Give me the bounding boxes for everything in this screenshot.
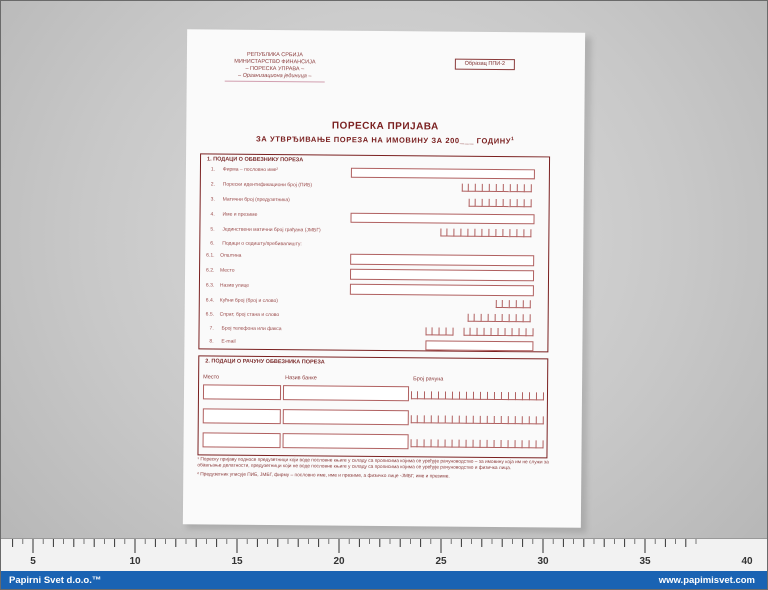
apartment-cells[interactable] xyxy=(468,314,531,323)
ruler-label: 15 xyxy=(231,556,243,567)
row-label: Порески идентификациони број (ПИБ) xyxy=(222,181,313,189)
jmbg-cells[interactable] xyxy=(440,228,531,237)
header-divider xyxy=(225,81,325,83)
footnote-1: ¹ Пореску пријаву подносе предузетници који воде пословне књиге у складу са прописима којима се уређује рачуноводство – за имовину која им не служи за обављање делатности, предузетници који не воде пословне књиге у складу са прописима којима се уређује рачуноводство и физичка лица. xyxy=(197,457,549,472)
subtitle-footnote-mark: 1 xyxy=(511,136,515,143)
republic-label: РЕПУБЛИКА СРБИЈА xyxy=(246,51,303,59)
row-house-number xyxy=(200,297,548,310)
phone-number-cells[interactable] xyxy=(464,328,534,337)
row-number: 6.1. xyxy=(206,252,215,259)
account-number-cells[interactable] xyxy=(411,391,544,400)
row-residence-header xyxy=(200,240,548,253)
row-label: Општина xyxy=(220,252,242,259)
ministry-label: МИНИСТАРСТВО ФИНАНСИЈА xyxy=(234,58,316,66)
row-label: Фирма – пословно име² xyxy=(222,166,279,174)
phone-prefix-cells[interactable] xyxy=(426,327,454,335)
bank-name-field[interactable] xyxy=(283,409,409,425)
place-column-header: Место xyxy=(203,374,220,381)
brand-name: Papirni Svet d.o.o.™ xyxy=(9,575,102,586)
row-pib xyxy=(201,181,549,194)
footnote-2: ² Предузетник уписује ПИБ, ЈМБГ, фирму – пословно име, име и презиме, а физичко лице -ЈМБГ, име и презиме. xyxy=(197,472,450,480)
row-label: Место xyxy=(220,267,235,274)
row-label: Назив улице xyxy=(219,282,250,289)
row-jmbg xyxy=(200,226,548,239)
row-number: 2. xyxy=(210,181,216,188)
row-company-name xyxy=(201,166,549,179)
row-number: 6.2. xyxy=(206,267,215,274)
row-number: 6.5. xyxy=(205,311,215,318)
bank-column-header: Назив банке xyxy=(285,375,317,382)
row-label: Спрат, број стана и слово xyxy=(219,311,280,319)
row-label: Подаци о седишту/пребивалишту: xyxy=(222,240,302,248)
account-column-header: Број рачуна xyxy=(413,376,444,383)
row-street xyxy=(200,282,548,295)
row-number: 1. xyxy=(210,166,216,173)
full-name-field[interactable] xyxy=(350,213,534,225)
place-field[interactable] xyxy=(203,384,281,400)
row-registry-number xyxy=(201,196,549,209)
ruler-label: 20 xyxy=(333,556,345,567)
row-number: 3. xyxy=(210,196,215,203)
row-number: 4. xyxy=(210,211,215,218)
account-number-cells[interactable] xyxy=(411,415,544,424)
pib-cells[interactable] xyxy=(462,184,532,193)
row-number: 6. xyxy=(210,240,215,247)
ruler-label: 40 xyxy=(741,556,753,567)
form-title: ПОРЕСКА ПРИЈАВА xyxy=(331,120,439,133)
row-number: 7. xyxy=(209,325,214,332)
row-number: 6.3. xyxy=(205,282,215,289)
ruler xyxy=(1,538,767,572)
form-code-badge: Образац ППИ-2 xyxy=(455,59,515,71)
registry-number-cells[interactable] xyxy=(469,199,532,208)
row-place xyxy=(200,267,548,280)
email-field[interactable] xyxy=(425,340,533,351)
row-label: Кућни број (број и слово) xyxy=(219,297,278,305)
website-link[interactable]: www.papimisvet.com xyxy=(658,575,755,586)
street-field[interactable] xyxy=(350,284,534,297)
row-number: 6.4. xyxy=(205,297,215,304)
row-label: Матични број (предузетника) xyxy=(222,196,290,204)
row-label: Број телефона или факса xyxy=(221,325,282,333)
ruler-ticks xyxy=(1,539,767,571)
form-subtitle-text: ЗА УТВРЂИВАЊЕ ПОРЕЗА НА ИМОВИНУ ЗА 200___ ГОДИНУ xyxy=(255,134,512,146)
ruler-label: 5 xyxy=(30,556,36,567)
row-label: E-mail xyxy=(221,338,236,345)
ruler-label: 35 xyxy=(639,556,651,567)
bank-name-field[interactable] xyxy=(283,433,409,449)
ruler-label: 25 xyxy=(435,556,447,567)
ruler-label: 10 xyxy=(129,556,141,567)
row-email xyxy=(199,338,547,351)
place-field[interactable] xyxy=(203,432,281,448)
row-label: Име и презиме xyxy=(222,211,258,218)
org-unit-label: – Организациона јединица – xyxy=(238,72,312,80)
section2-title: 2. ПОДАЦИ О РАЧУНУ ОБВЕЗНИКА ПОРЕЗА xyxy=(205,358,325,366)
municipality-field[interactable] xyxy=(350,254,534,267)
row-number: 8. xyxy=(209,338,214,345)
place-field[interactable] xyxy=(203,408,281,424)
tax-office-label: – ПОРЕСКА УПРАВА – xyxy=(245,65,305,73)
form-subtitle xyxy=(186,133,584,146)
issuer-header xyxy=(225,52,325,83)
ruler-label: 30 xyxy=(537,556,549,567)
row-municipality xyxy=(200,252,548,265)
row-number: 5. xyxy=(210,226,215,233)
bank-name-field[interactable] xyxy=(283,385,409,401)
footer-bar xyxy=(1,571,767,589)
bank-account-section xyxy=(197,355,548,458)
row-full-name xyxy=(200,211,548,224)
footnotes xyxy=(197,457,557,484)
tax-form-paper xyxy=(183,29,585,527)
place-field[interactable] xyxy=(350,269,534,282)
company-name-field[interactable] xyxy=(351,168,535,180)
section1-title: 1. ПОДАЦИ О ОБВЕЗНИКУ ПОРЕЗА xyxy=(207,156,304,164)
row-phone xyxy=(199,325,547,338)
account-number-cells[interactable] xyxy=(411,439,544,448)
taxpayer-data-section xyxy=(198,153,550,352)
house-number-cells[interactable] xyxy=(496,300,531,308)
row-apartment xyxy=(200,311,548,324)
row-label: Јединствени матични број грађана (ЈМБГ) xyxy=(222,226,321,234)
